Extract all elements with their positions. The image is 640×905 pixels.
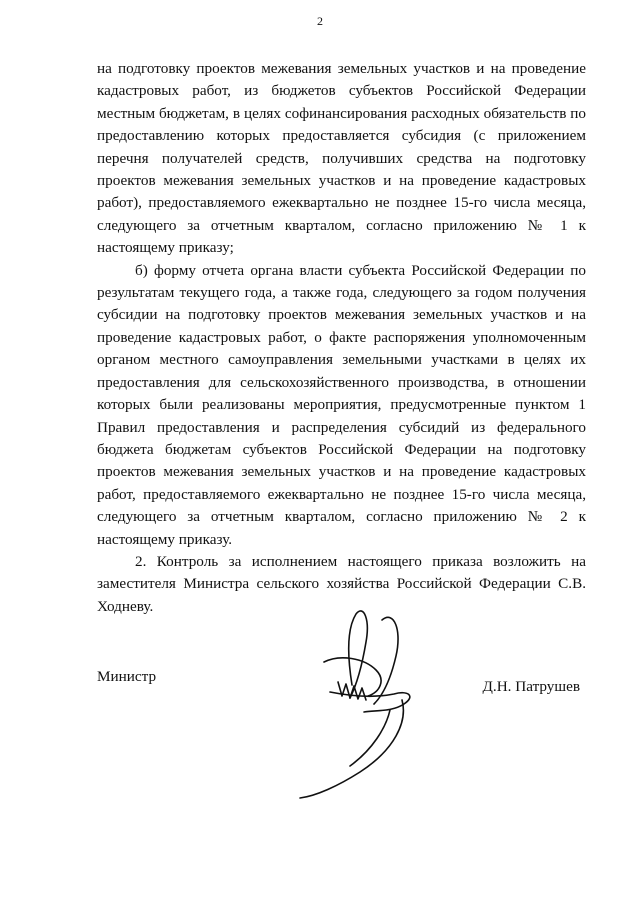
signatory-name: Д.Н. Патрушев <box>482 678 580 695</box>
paragraph-item-b: б) форму отчета органа власти субъекта Российской Федерации по результатам текущего года, а также года, следующего за годом получения субсидии на подготовку проектов межевания земельных участков и на проведение кадастровых работ, о факте распоряжения уполномоченным органом местного самоуправления земельными участками в целях их предоставления для сельскохозяйственного производства, в отношении которых были реализованы мероприятия, предусмотренные пунктом 1 Правил предоставления и распределения субсидий из федерального бюджета бюджетам субъектов Российской Федерации на подготовку проектов межевания земельных участков и на проведение кадастровых работ, предоставляемого ежеквартально не позднее 15-го числа месяца, следующего за отчетным кварталом, согласно приложению № 2 к настоящему приказу. <box>97 261 586 548</box>
paragraph-continuation: на подготовку проектов межевания земельных участков и на проведение кадастровых работ, из бюджетов субъектов Российской Федерации местным бюджетам, в целях софинансирования расходных обязательств по предоставлению которых предоставляется субсидия (с приложением перечня получателей средств, получивших средства на подготовку проектов межевания земельных участков и на проведение кадастровых работ), предоставляемого ежеквартально не позднее 15-го числа месяца, следующего за отчетным кварталом, согласно приложению № 1 к настоящему приказу; <box>97 60 586 257</box>
handwritten-signature <box>290 600 430 800</box>
signatory-title: Министр <box>97 668 157 685</box>
page-number: 2 <box>317 14 323 28</box>
paragraph-item-2: 2. Контроль за исполнением настоящего приказа возложить на заместителя Министра сельского хозяйства Российской Федерации С.В. Ходневу. <box>97 552 586 615</box>
document-body <box>97 58 586 618</box>
